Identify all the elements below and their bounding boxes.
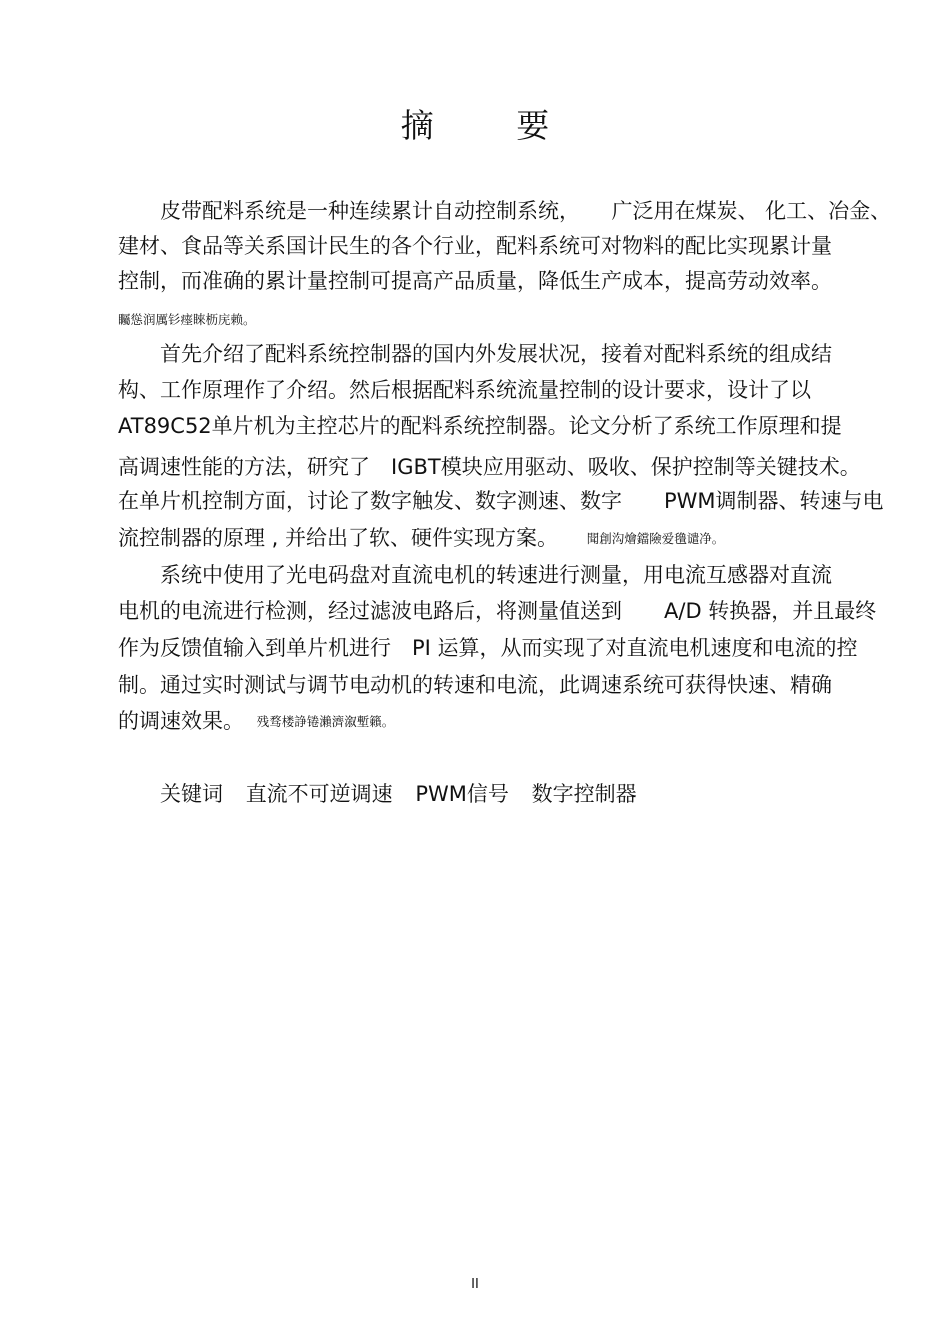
paragraph-1-line-2: 建材、食品等关系国计民生的各个行业，配料系统可对物料的配比实现累计量 [118,234,832,258]
paragraph-1-note: 矚慫润厲钐瘗睞枥庑赖。 [118,312,256,327]
paragraph-2-line-4: 高调速性能的方法，研究了 IGBT模块应用驱动、吸收、保护控制等关键技术。 [118,455,861,479]
paragraph-3-line-1: 系统中使用了光电码盘对直流电机的转速进行测量，用电流互感器对直流 [160,563,832,587]
paragraph-2-line-3: AT89C52单片机为主控芯片的配料系统控制器。论文分析了系统工作原理和提 [118,414,842,438]
paragraph-2-line-6 [118,521,724,555]
paragraph-3-line-5-text: 的调速效果。 [118,709,244,733]
paragraph-1-line-3: 控制，而准确的累计量控制可提高产品质量，降低生产成本，提高劳动效率。 [118,269,832,293]
paragraph-2-note: 聞創沟燴鐺險爱氇谴净。 [586,531,725,546]
paragraph-3-line-5 [118,704,394,738]
paragraph-1-line-1: 皮带配料系统是一种连续累计自动控制系统， 广泛用在煤炭、 化工、冶金、 [160,199,892,223]
keyword-3: 数字控制器 [531,782,637,806]
paragraph-3-line-4: 制。通过实时测试与调节电动机的转速和电流，此调速系统可获得快速、精确 [118,673,832,697]
keyword-2: PWM信号 [415,782,509,806]
paragraph-2-line-5: 在单片机控制方面，讨论了数字触发、数字测速、数字 PWM调制器、转速与电 [118,489,884,513]
page-title: 摘 要 [400,106,586,145]
keywords-label: 关键词 [160,782,223,806]
paragraph-2-line-6-text: 流控制器的原理 , 并给出了软、硬件实现方案。 [118,526,559,550]
paragraph-3-line-3: 作为反馈值输入到单片机进行 PI 运算，从而实现了对直流电机速度和电流的控 [118,636,858,660]
page-number: II [471,1277,479,1292]
paragraph-2-line-1: 首先介绍了配料系统控制器的国内外发展状况，接着对配料系统的组成结 [160,342,832,366]
paragraph-3-note: 残骛楼諍锩瀨濟溆塹籟。 [256,714,395,729]
keywords-line [160,777,637,811]
paragraph-3-line-2: 电机的电流进行检测，经过滤波电路后，将测量值送到 A/D 转换器，并且最终 [118,599,877,623]
paragraph-2-line-2: 构、工作原理作了介绍。然后根据配料系统流量控制的设计要求，设计了以 [118,378,811,402]
keyword-1: 直流不可逆调速 [245,782,393,806]
